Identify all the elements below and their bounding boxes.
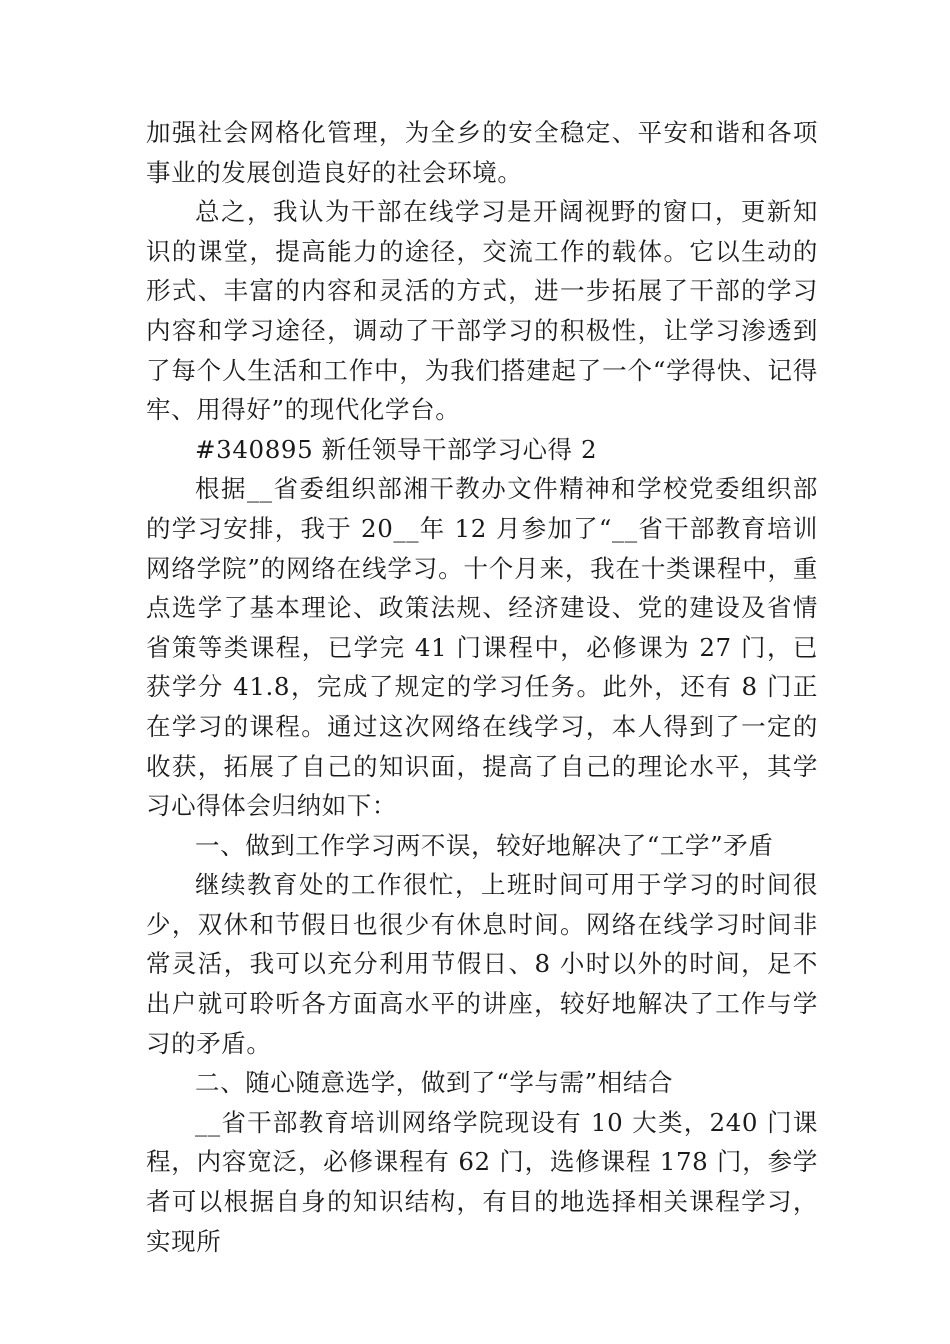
section-heading-2: 二、随心随意选学，做到了“学与需”相结合 bbox=[195, 1068, 674, 1098]
paragraph-intro-continuation: 加强社会网格化管理，为全乡的安全稳定、平安和谐和各项事业的发展创造良好的社会环境。 bbox=[146, 118, 818, 187]
paragraph-conclusion: 总之，我认为干部在线学习是开阔视野的窗口，更新知识的课堂，提高能力的途径，交流工作的载体。它以生动的形式、丰富的内容和灵活的方式，进一步拓展了干部的学习内容和学习途径，调动了干部学习的积极性，让学习渗透到了每个人生活和工作中，为我们搭建起了一个“学得快、记得牢、用得好”的现代化学台。 bbox=[146, 197, 818, 425]
section-heading-1: 一、做到工作学习两不误，较好地解决了“工学”矛盾 bbox=[195, 830, 774, 860]
paragraph-section-2: __省干部教育培训网络学院现设有 10 大类，240 门课程，内容宽泛，必修课程有 62 门，选修课程 178 门，参学者可以根据自身的知识结构，有目的地选择相关课程学习，实现所 bbox=[146, 1107, 818, 1256]
document-body bbox=[146, 113, 818, 1261]
paragraph-section-1: 继续教育处的工作很忙，上班时间可用于学习的时间很少，双休和节假日也很少有休息时间。网络在线学习时间非常灵活，我可以充分利用节假日、8 小时以外的时间，足不出户就可聆听各方面高水平的讲座，较好地解决了工作与学习的矛盾。 bbox=[146, 870, 818, 1058]
paragraph-background: 根据__省委组织部湘干教办文件精神和学校党委组织部的学习安排，我于 20__年 12 月参加了“__省干部教育培训网络学院”的网络在线学习。十个月来，我在十类课程中，重点选学了基本理论、政策法规、经济建设、党的建设及省情省策等类课程，已学完 41 门课程中，必修课为 27 门，已获学分 41.8，完成了规定的学习任务。此外，还有 8 门正在学习的课程。通过这次网络在线学习，本人得到了一定的收获，拓展了自己的知识面，提高了自己的理论水平，其学习心得体会归纳如下： bbox=[146, 474, 818, 821]
article-title: #340895 新任领导干部学习心得 2 bbox=[195, 434, 598, 464]
